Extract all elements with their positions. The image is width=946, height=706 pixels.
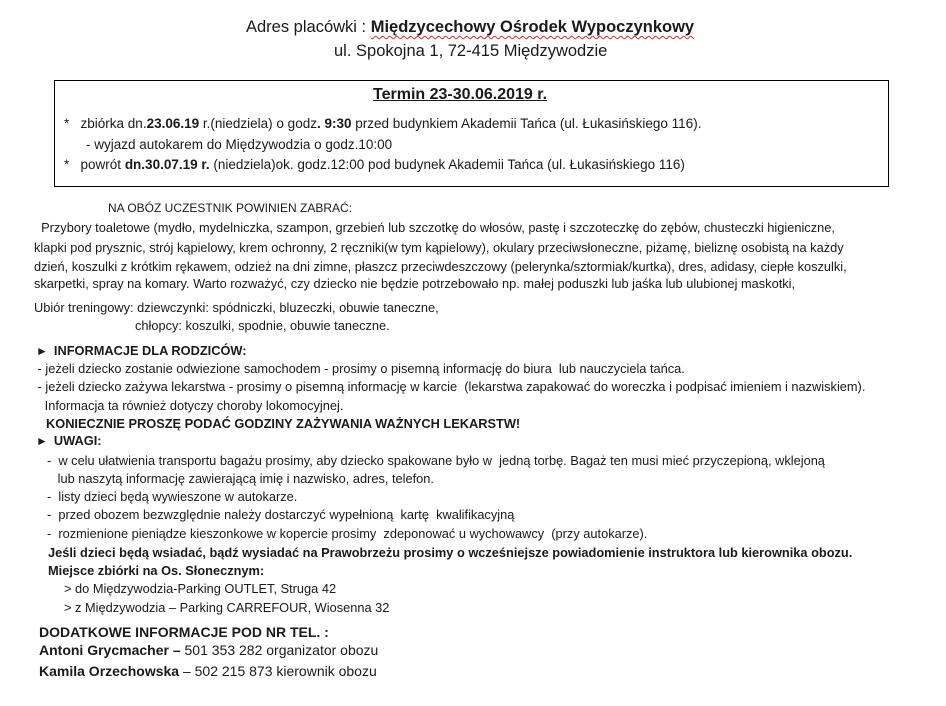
zbiorka-t1: zbiórka dn. [80, 116, 147, 131]
kontakt-person-2 [39, 663, 377, 679]
powrot-t1: powrót [80, 157, 125, 172]
address-line-1 [246, 18, 694, 37]
miejsce-line-2: > z Międzywodzia – Parking CARREFOUR, Wiosenna 32 [64, 600, 390, 615]
rodzice-heading: INFORMACJE DLA RODZICÓW: [53, 343, 247, 358]
powrot-line [64, 157, 685, 172]
powrot-date: dn.30.07.19 r. [124, 157, 210, 172]
person-1-name: Antoni Grycmacher – [39, 642, 181, 658]
powrot-t2: (niedziela)ok. godz.12:00 pod budynek Akademii Tańca (ul. Łukasińskiego 116) [209, 157, 685, 172]
zabrac-line-4: skarpetki, spray na komary. Warto rozważyć, czy dziecko nie będzie potrzebowało np. małej poduszki lub jaśka lub ulubionej maskotki, [34, 276, 796, 291]
person-1-details: 501 353 282 organizator obozu [180, 642, 379, 658]
uwagi-line-1: - w celu ułatwienia transportu bagażu prosimy, aby dziecko spakowane było w jedną torbę. Bagaż ten musi mieć przyczepioną, wklejoną [47, 453, 825, 468]
bullet-star: * [64, 157, 70, 172]
zbiorka-date: 23.06.19 [146, 116, 200, 131]
prawobrzeze-notice: Jeśli dzieci będą wsiadać, bądź wysiadać na Prawobrzeżu prosimy o wcześniejsze powiadomienie instruktora lub kierownika obozu. [48, 545, 853, 560]
rodzice-line-3: Informacja ta również dotyczy choroby lokomocyjnej. [34, 398, 344, 413]
kontakt-heading: DODATKOWE INFORMACJE POD NR TEL. : [39, 624, 329, 640]
uwagi-heading-line [36, 433, 102, 448]
rodzice-line-1: - jeżeli dziecko zostanie odwiezione samochodem - prosimy o pisemną informację do biura lub nauczyciela tańca. [34, 361, 685, 376]
miejsce-line-1: > do Międzywodzia-Parking OUTLET, Struga 42 [64, 581, 337, 596]
person-2-name: Kamila Orzechowska [39, 663, 180, 679]
miejsce-heading: Miejsce zbiórki na Os. Słonecznym: [48, 563, 265, 578]
triangle-marker-icon: ► [36, 344, 48, 358]
zabrac-line-2: klapki pod prysznic, strój kąpielowy, krem ochronny, 2 ręczniki(w tym kąpielowy), okulary przeciwsłoneczne, piżamę, bieliznę osobistą na każdy [34, 240, 844, 255]
rodzice-heading-line [36, 343, 247, 358]
lekarstwa-warning: KONIECZNIE PROSZĘ PODAĆ GODZINY ZAŻYWANIA WAŻNYCH LEKARSTW! [46, 416, 521, 431]
uwagi-line-5: - rozmienione pieniądze kieszonkowe w kopercie prosimy zdeponować u wychowawcy (przy autokarze). [47, 526, 648, 541]
wyjazd-line: - wyjazd autokarem do Międzywodzia o godz.10:00 [86, 137, 393, 152]
uwagi-line-3: - listy dzieci będą wywieszone w autokarze. [47, 489, 298, 504]
ubior-line-2: chłopcy: koszulki, spodnie, obuwie taneczne. [135, 318, 390, 333]
ubior-line-1: Ubiór treningowy: dziewczynki: spódniczki, bluzeczki, obuwie taneczne, [34, 300, 439, 315]
bullet-star: * [64, 116, 70, 131]
zabrac-line-1: Przybory toaletowe (mydło, mydelniczka, szampon, grzebień lub szczotkę do włosów, pastę i szczoteczkę do zębów, chusteczki higieniczne, [34, 220, 835, 235]
zabrac-line-3: dzień, koszulki z krótkim rękawem, odzież na dni zimne, płaszcz przeciwdeszczowy (pelerynka/sztormiak/kurtka), dres, adidasy, ciepłe koszulki, [34, 259, 847, 274]
zabrac-heading: NA OBÓZ UCZESTNIK POWINIEN ZABRAĆ: [108, 201, 353, 215]
uwagi-heading: UWAGI: [53, 433, 102, 448]
facility-name: Międzycechowy Ośrodek Wypoczynkowy [370, 18, 695, 36]
kontakt-person-1 [39, 642, 378, 658]
termin-title: Termin 23-30.06.2019 r. [373, 86, 548, 103]
zbiorka-t2: r.(niedziela) o godz [199, 116, 317, 131]
uwagi-line-4: - przed obozem bezwzględnie należy dostarczyć wypełnioną kartę kwalifikacyjną [47, 507, 515, 522]
zbiorka-line [64, 116, 701, 131]
uwagi-line-2: lub naszytą informację zawierającą imię i nazwisko, adres, telefon. [47, 471, 434, 486]
address-prefix: Adres placówki : [246, 18, 371, 36]
address-line-2: ul. Spokojna 1, 72-415 Międzywodzie [334, 42, 608, 60]
zbiorka-t3: przed budynkiem Akademii Tańca (ul. Łukasińskiego 116). [351, 116, 702, 131]
triangle-marker-icon: ► [36, 434, 48, 448]
zbiorka-time: . 9:30 [316, 116, 352, 131]
person-2-details: – 502 215 873 kierownik obozu [179, 663, 377, 679]
rodzice-line-2: - jeżeli dziecko zażywa lekarstwa - prosimy o pisemną informację w karcie (lekarstwa zapakować do woreczka i podpisać imieniem i nazwiskiem). [34, 379, 866, 394]
